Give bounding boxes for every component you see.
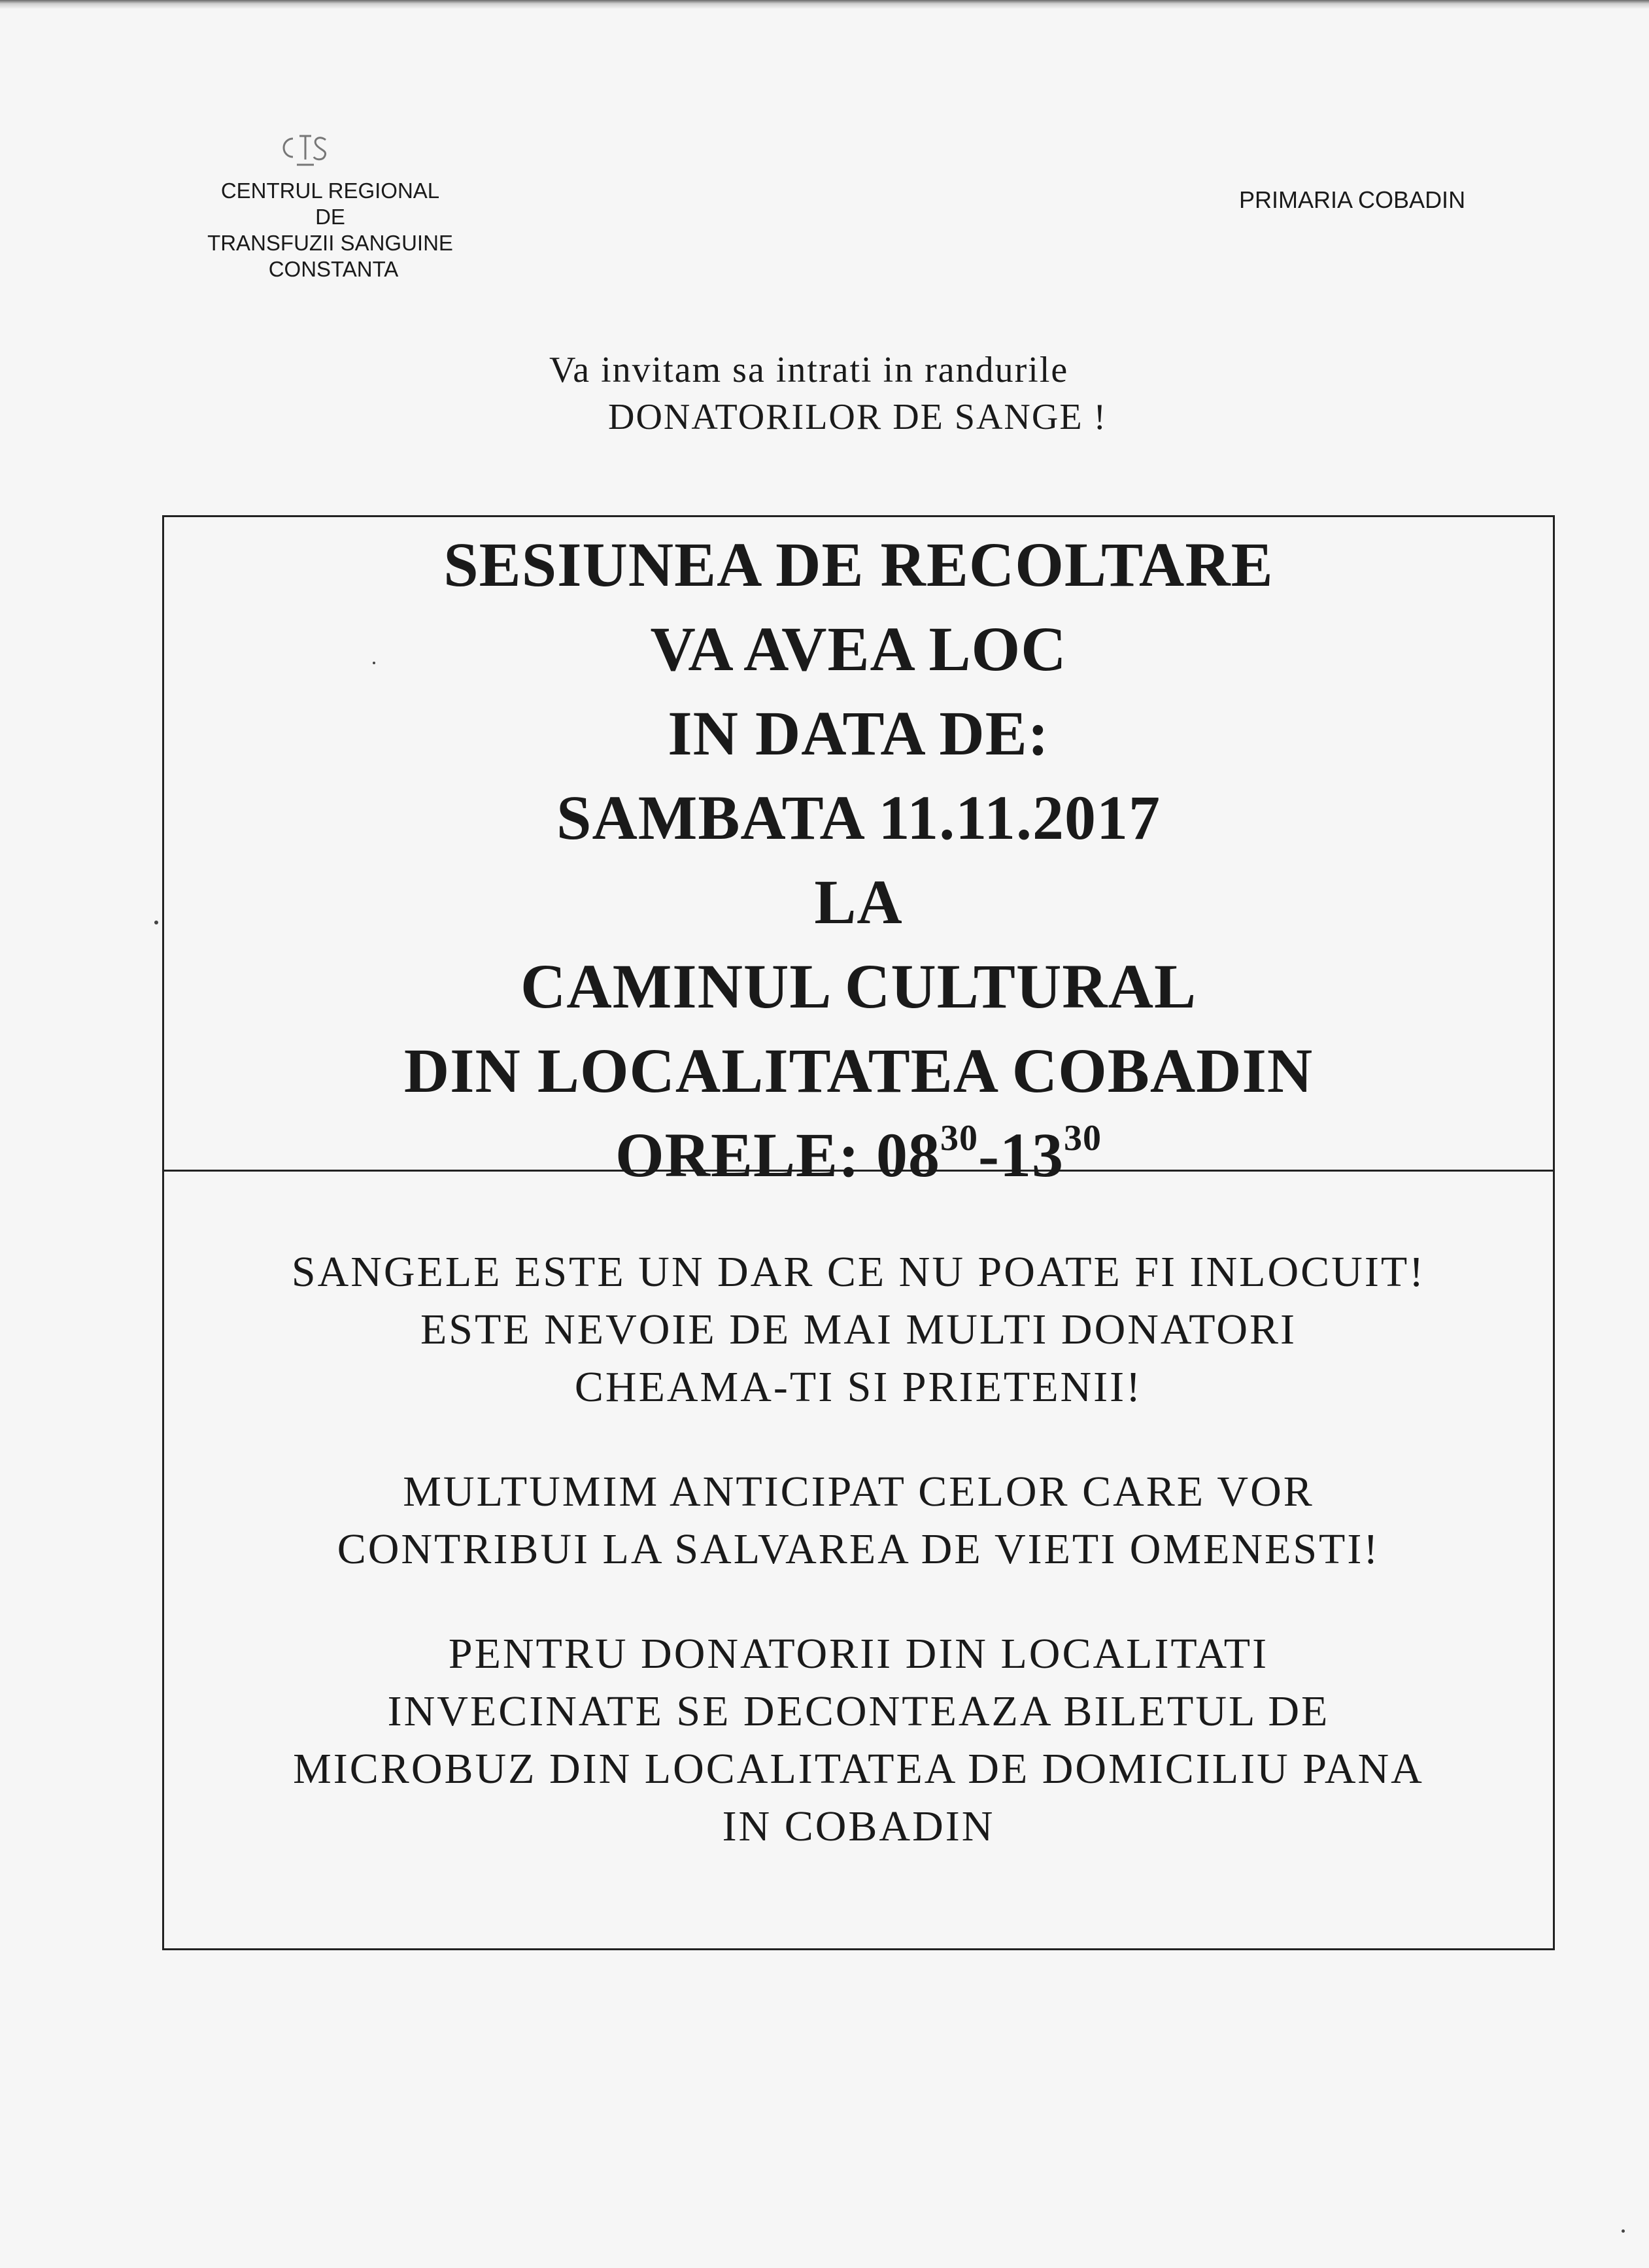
announcement-box [162,515,1555,1950]
session-line: IN DATA DE: [668,698,1049,768]
session-line: LA [814,867,903,937]
message-line: IN COBADIN [722,1803,995,1850]
org-line: TRANSFUZII SANGUINE [207,231,453,255]
session-location: DIN LOCALITATEA COBADIN [403,1036,1314,1106]
messages [164,1172,1553,1855]
regional-center-name [183,178,477,282]
org-line: CENTRUL REGIONAL [220,178,440,203]
cts-logo-icon [273,131,336,171]
town-hall-name: PRIMARIA COBADIN [1239,186,1466,213]
hours-start-minutes: 30 [940,1118,979,1159]
invitation-line: DONATORILOR DE SANGE ! [608,397,1108,437]
message-line: ESTE NEVOIE DE MAI MULTI DONATORI [420,1306,1297,1353]
message-line: SANGELE ESTE UN DAR CE NU POATE FI INLOCUIT! [291,1248,1426,1296]
org-line: CONSTANTA [268,257,399,281]
hours-label: ORELE: 08 [615,1120,941,1190]
hours-end-minutes: 30 [1064,1118,1102,1159]
session-details [164,522,1553,1190]
message-paragraph [164,1463,1553,1578]
scan-speck [373,662,375,664]
scan-speck [1622,2229,1625,2233]
invitation [536,347,1216,441]
message-line: INVECINATE SE DECONTEAZA BILETUL DE [387,1687,1330,1735]
message-paragraph [164,1625,1553,1855]
scan-edge [0,0,1649,9]
invitation-line: Va invitam sa intrati in randurile [549,350,1069,390]
message-paragraph [164,1244,1553,1416]
hours-separator: -13 [978,1120,1064,1190]
message-line: CONTRIBUI LA SALVAREA DE VIETI OMENESTI! [337,1525,1380,1573]
message-line: MICROBUZ DIN LOCALITATEA DE DOMICILIU PANA [293,1745,1424,1793]
session-date: SAMBATA 11.11.2017 [556,783,1161,853]
scan-speck [154,921,158,924]
message-line: MULTUMIM ANTICIPAT CELOR CARE VOR [403,1468,1314,1515]
message-line: PENTRU DONATORII DIN LOCALITATI [448,1630,1269,1678]
org-line: DE [315,205,345,229]
session-venue: CAMINUL CULTURAL [520,951,1197,1021]
session-title: SESIUNEA DE RECOLTARE [443,530,1274,600]
session-line: VA AVEA LOC [650,614,1067,684]
message-line: CHEAMA-TI SI PRIETENII! [574,1363,1143,1411]
